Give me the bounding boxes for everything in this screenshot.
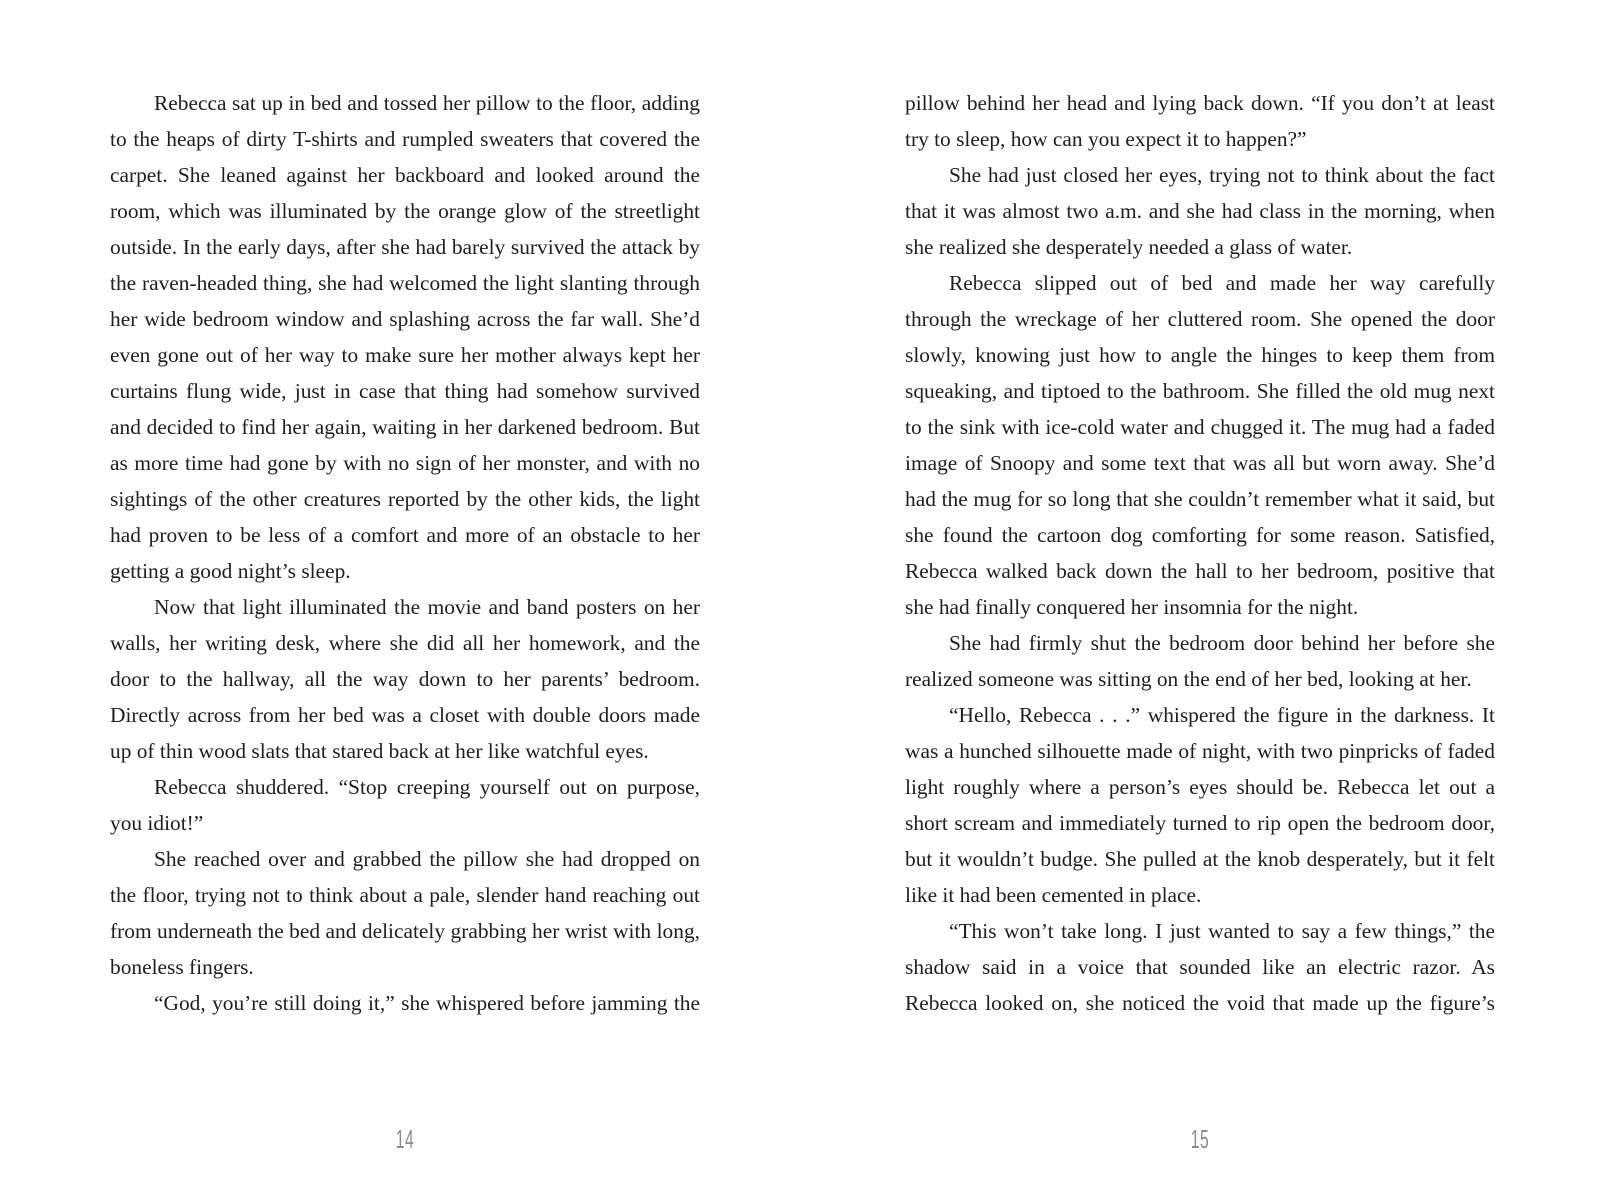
paragraph: Rebecca shuddered. “Stop creeping yourself out on purpose, you idiot!” [110, 775, 700, 835]
page-number-right: 15 [1190, 1124, 1210, 1154]
right-page-text [905, 85, 1495, 1021]
paragraph: She reached over and grabbed the pillow she had dropped on the floor, trying not to think about a pale, slender hand reaching out from underneath the bed and delicately grabbing her wrist with long, boneless fingers. [110, 847, 700, 979]
paragraph: Now that light illuminated the movie and band posters on her walls, her writing desk, where she did all her homework, and the door to the hallway, all the way down to her parents’ bedroom. Directly across from her bed was a closet with double doors made up of thin wood slats that stared back at her like watchful eyes. [110, 595, 700, 763]
paragraph: Rebecca sat up in bed and tossed her pillow to the floor, adding to the heaps of dirty T-shirts and rumpled sweaters that covered the carpet. She leaned against her backboard and looked around the room, which was illuminated by the orange glow of the streetlight outside. In the early days, after she had barely survived the attack by the raven-headed thing, she had welcomed the light slanting through her wide bedroom window and splashing across the far wall. She’d even gone out of her way to make sure her mother always kept her curtains flung wide, just in case that thing had somehow survived and decided to find her again, waiting in her darkened bedroom. But as more time had gone by with no sign of her monster, and with no sightings of the other creatures reported by the other kids, the light had proven to be less of a comfort and more of an obstacle to her getting a good night’s sleep. [110, 91, 700, 583]
paragraph: She had just closed her eyes, trying not to think about the fact that it was almost two a.m. and she had class in the morning, when she realized she desperately needed a glass of water. [905, 163, 1495, 259]
left-page [110, 85, 700, 1065]
paragraph: She had firmly shut the bedroom door behind her before she realized someone was sitting on the end of her bed, looking at her. [905, 631, 1495, 691]
paragraph: “God, you’re still doing it,” she whispered before jamming the [154, 991, 700, 1015]
paragraph: Rebecca slipped out of bed and made her way carefully through the wreckage of her cluttered room. She opened the door slowly, knowing just how to angle the hinges to keep them from squeaking, and tiptoed to the bathroom. She filled the old mug next to the sink with ice-cold water and chugged it. The mug had a faded image of Snoopy and some text that was all but worn away. She’d had the mug for so long that she couldn’t remember what it said, but she found the cartoon dog comforting for some reason. Satisfied, Rebecca walked back down the hall to her bedroom, positive that she had finally conquered her insomnia for the night. [905, 271, 1495, 619]
paragraph: “Hello, Rebecca . . .” whispered the figure in the darkness. It was a hunched silhouette made of night, with two pinpricks of faded light roughly where a person’s eyes should be. Rebecca let out a short scream and immediately turned to rip open the bedroom door, but it wouldn’t budge. She pulled at the knob desperately, but it felt like it had been cemented in place. [905, 703, 1495, 907]
right-page [905, 85, 1495, 1065]
continued-paragraph: pillow behind her head and lying back down. “If you don’t at least try to sleep, how can you expect it to happen?” [905, 91, 1495, 151]
left-page-text [110, 85, 700, 1021]
paragraph: “This won’t take long. I just wanted to say a few things,” the shadow said in a voice that sounded like an electric razor. As Rebecca looked on, she noticed the void that made up the figure’s [905, 919, 1495, 1015]
page-number-left: 14 [395, 1124, 415, 1154]
